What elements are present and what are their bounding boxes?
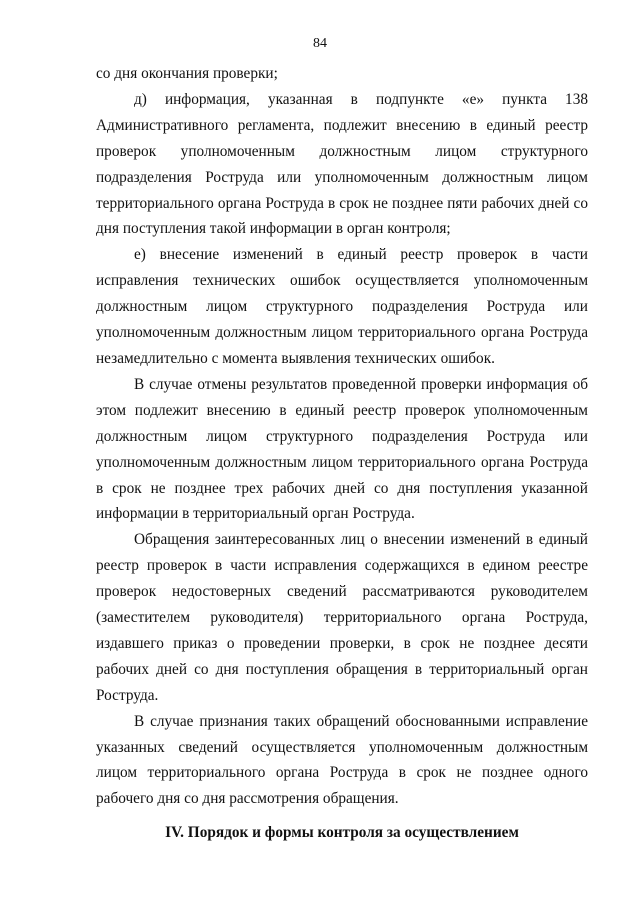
paragraph-recognition: В случае признания таких обращений обоснованными исправление указанных сведений осуществляется уполномоченным должностным лицом территориального органа Роструда в срок не позднее одного рабочего дня со дня рассмотрения обращения. xyxy=(96,712,588,808)
paragraph-item-e: е) внесение изменений в единый реестр проверок в части исправления технических ошибок осуществляется уполномоченным должностным лицом структурного подразделения Роструда или уполномоченным должностным лицом территориального органа Роструда незамедлительно с момента выявления технических ошибок. xyxy=(96,246,588,367)
paragraph-appeals: Обращения заинтересованных лиц о внесении изменений в единый реестр проверок в части исправления содержащихся в едином реестре проверок недостоверных сведений рассматриваются руководителем (заместителем руководителя) территориального органа Роструда, издавшего приказ о проведении проверки, в срок не позднее десяти рабочих дней со дня поступления обращения в территориальный орган Роструда. xyxy=(96,531,588,704)
paragraph-continuation: со дня окончания проверки; xyxy=(96,65,278,82)
page-number: 84 xyxy=(313,36,327,51)
paragraph-cancellation: В случае отмены результатов проведенной проверки информация об этом подлежит внесению в единый реестр проверок уполномоченным должностным лицом структурного подразделения Роструда или уполномоченным должностным лицом территориального органа Роструда в срок не позднее трех рабочих дней со дня поступления указанной информации в территориальный орган Роструда. xyxy=(96,375,588,523)
section-heading: IV. Порядок и формы контроля за осуществлением xyxy=(165,824,519,841)
body-text xyxy=(96,61,588,812)
paragraph-item-d: д) информация, указанная в подпункте «е» пункта 138 Административного регламента, подлежит внесению в единый реестр проверок уполномоченным должностным лицом структурного подразделения Роструда или уполномоченным должностным лицом территориального органа Роструда в срок не позднее пяти рабочих дней со дня поступления такой информации в орган контроля; xyxy=(96,90,588,238)
